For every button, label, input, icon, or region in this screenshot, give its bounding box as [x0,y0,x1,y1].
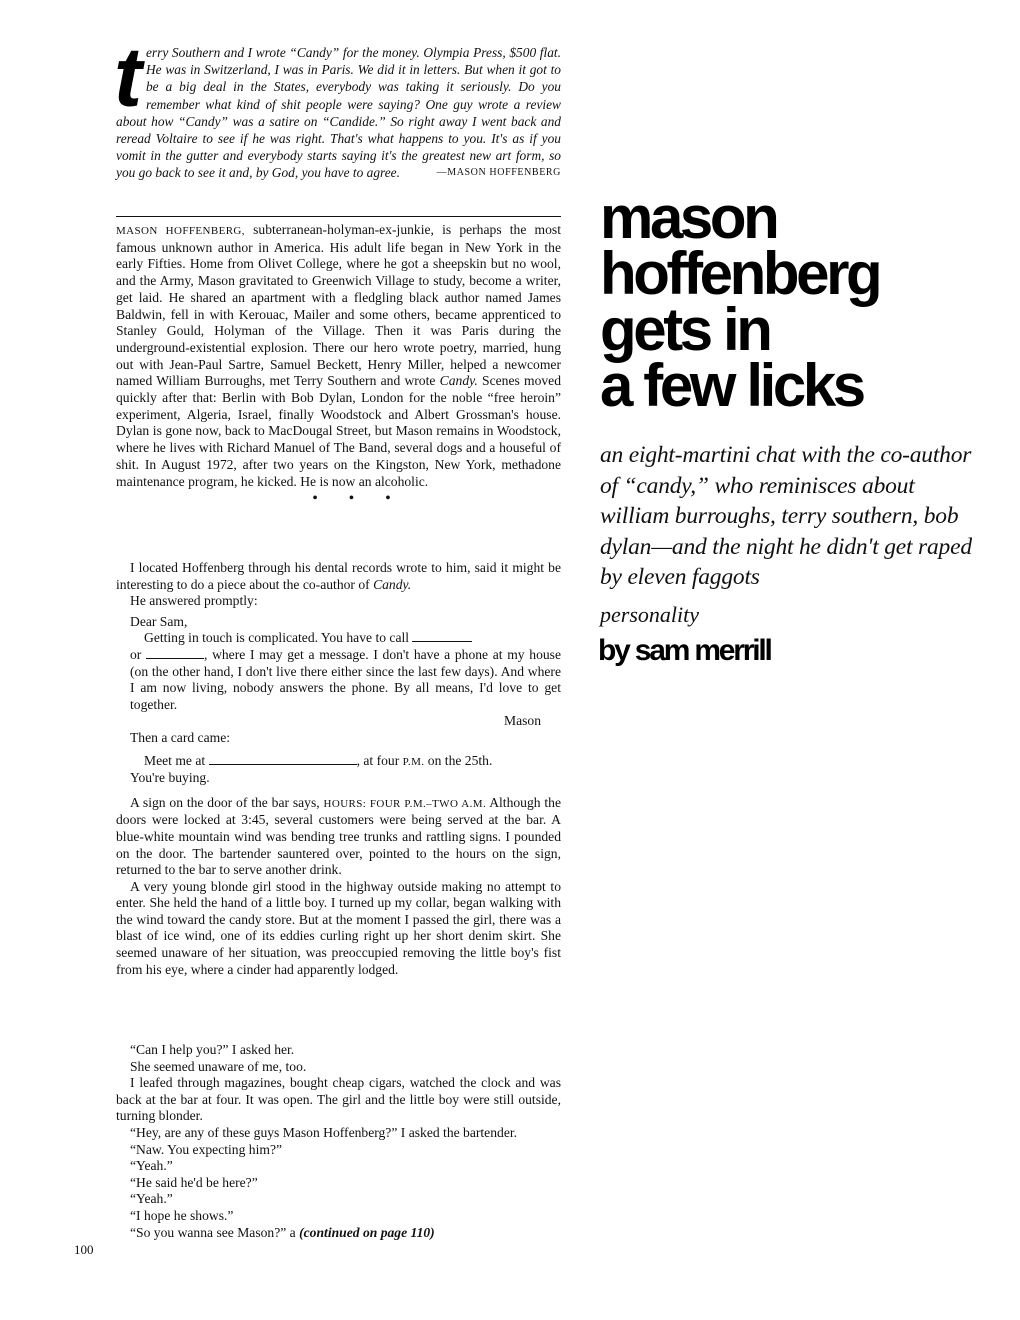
article-subtitle: an eight-martini chat with the co-author of “candy,” who reminisces about william burroughs, terry southern, bob dylan—and the night he didn't get raped by eleven faggots [600,442,972,590]
paragraph: “Yeah.” [130,1158,173,1174]
card-line: on the 25th. [424,752,493,768]
blank-line [209,754,357,765]
spacer [116,787,561,795]
epigraph-attribution: —MASON HOFFENBERG [436,167,561,179]
letter-text [116,630,561,713]
title-line: a few licks [600,352,863,419]
card-line: , at four [356,752,403,768]
letter-line: , where I may get a message. I don't have a phone at my house (on the other hand, I don't live there either since the last few days). And where I am now living, nobody answers the phone. By all means, I'd love to get together. [130,646,561,712]
paragraph: “Hey, are any of these guys Mason Hoffenberg?” I asked the bartender. [130,1124,518,1140]
section-break-dots: • • • [312,491,405,507]
article-body-2 [116,1042,561,1241]
card-pm: P.M. [402,755,425,768]
paragraph: “Yeah.” [130,1191,173,1207]
paragraph: “Can I help you?” I asked her. [130,1042,295,1057]
article-title [600,184,1000,419]
card-line: You're buying. [130,770,210,786]
article-body-1 [116,560,561,978]
epigraph-text: erry Southern and I wrote “Candy” for the money. Olympia Press, $500 flat. He was in Switzerland, I was in Paris. We did it in letters. But when it got to be a big deal in the States, everybody was taking it seriously. Do you remember what kind of shit people were saying? One guy wrote a review about how “Candy” was a satire on “Candide.” So right away I went back and reread Voltaire to see if he was right. That's what happens to you. It's as if you vomit in the gutter and everybody starts saying it's the greatest new art form, so you go back to see it and, by God, you have to agree. [116,45,561,181]
epigraph [114,30,561,182]
paragraph-text: A sign on the door of the bar says, [130,794,324,810]
intro-text: subterranean-holyman-ex-junkie, is perhaps the most famous unknown author in America. His adult life began in New York in the early Fifties. Home from Olivet College, where he got a sheepskin but no wool, and the Army, Mason gravitated to Greenwich Village to study, become a writer, get laid. He shared an apartment with a fledgling black author named James Baldwin, fell in with Kerouac, Mailer and some others, became apprenticed to Stanley Gould, Holyman of the Village. Then it was Paris during the underground-existential explosion. There our hero wrote poetry, married, hung out with Jean-Paul Sartre, Samuel Beckett, Henry Miller, helped a newcomer named William Burroughs, met Terry Southern and wrote [116,222,561,389]
paragraph [116,795,561,879]
paragraph: “Naw. You expecting him?” [130,1141,283,1157]
paragraph: A very young blonde girl stood in the highway outside making no attempt to enter. She held the hand of a little boy. I turned up my collar, began walking with the wind toward the candy store. But at the moment I passed the girl, there was a blast of ice wind, one of its eddies curling right up her short denim skirt. She seemed unaware of her situation, was preoccupied removing the little boy's fist from his eye, where a cinder had apparently lodged. [116,878,561,977]
intro-paragraph [116,222,561,506]
letter-or: or [130,646,142,662]
letter-salutation: Dear Sam, [130,613,188,629]
byline: by sam merrill [598,634,771,667]
card-line: Meet me at [144,752,206,768]
candy-title: Candy. [373,576,412,592]
paragraph: “He said he'd be here?” [130,1174,258,1190]
blank-line [412,631,472,642]
paragraph: Then a card came: [130,729,231,745]
blank-line [146,648,204,659]
title-line: mason [600,184,777,251]
title-line: hoffenberg [600,240,880,307]
title-line: gets in [600,296,770,363]
paragraph: I leafed through magazines, bought cheap cigars, watched the clock and was back at the bar at four. It was open. The girl and the little boy were still outside, turning blonder. [116,1075,561,1124]
paragraph-text: I located Hoffenberg through his dental records wrote to him, said it might be interesting to do a piece about the co-author of [116,560,561,592]
intro-lead: MASON HOFFENBERG, [116,225,245,237]
card-text [116,753,561,787]
section-label: personality [600,602,699,627]
divider-rule [116,216,561,217]
paragraph-text: “So you wanna see Mason?” a [130,1224,300,1240]
letter-line: Getting in touch is complicated. You have to call [144,630,410,646]
paragraph-text: Although the doors were locked at 3:45, several customers were being served at the bar. A blue-white mountain wind was bending tree trunks and rattling signs. I pounded on the door. The bartender sauntered over, pointed to the hours on the sign, returned to the bar to serve another drink. [116,794,561,878]
drop-cap: t [114,30,140,124]
paragraph: He answered promptly: [130,593,258,609]
paragraph: “I hope he shows.” [130,1207,234,1223]
paragraph [116,560,561,593]
bar-sign-text: HOURS: FOUR P.M.–TWO A.M. [323,797,487,810]
page-number: 100 [74,1242,94,1257]
letter-signature: Mason [503,713,541,729]
intro-text-2: Scenes moved quickly after that: Berlin with Bob Dylan, London for the noble “free heroin” experiment, Algeria, Israel, finally Woodstock and Albert Grossman's house. Dylan is gone now, back to MacDougal Street, but Mason remains in Woodstock, where he lives with Richard Manuel of The Band, several dogs and a houseful of shit. In August 1972, after two years on the Kingston, New York, methadone maintenance program, he kicked. He is now an alcoholic. [116,373,561,489]
paragraph [116,1225,561,1242]
intro-candy-title: Candy. [439,373,478,389]
continued-notice: (continued on page 110) [299,1224,435,1240]
paragraph: She seemed unaware of me, too. [130,1058,307,1074]
